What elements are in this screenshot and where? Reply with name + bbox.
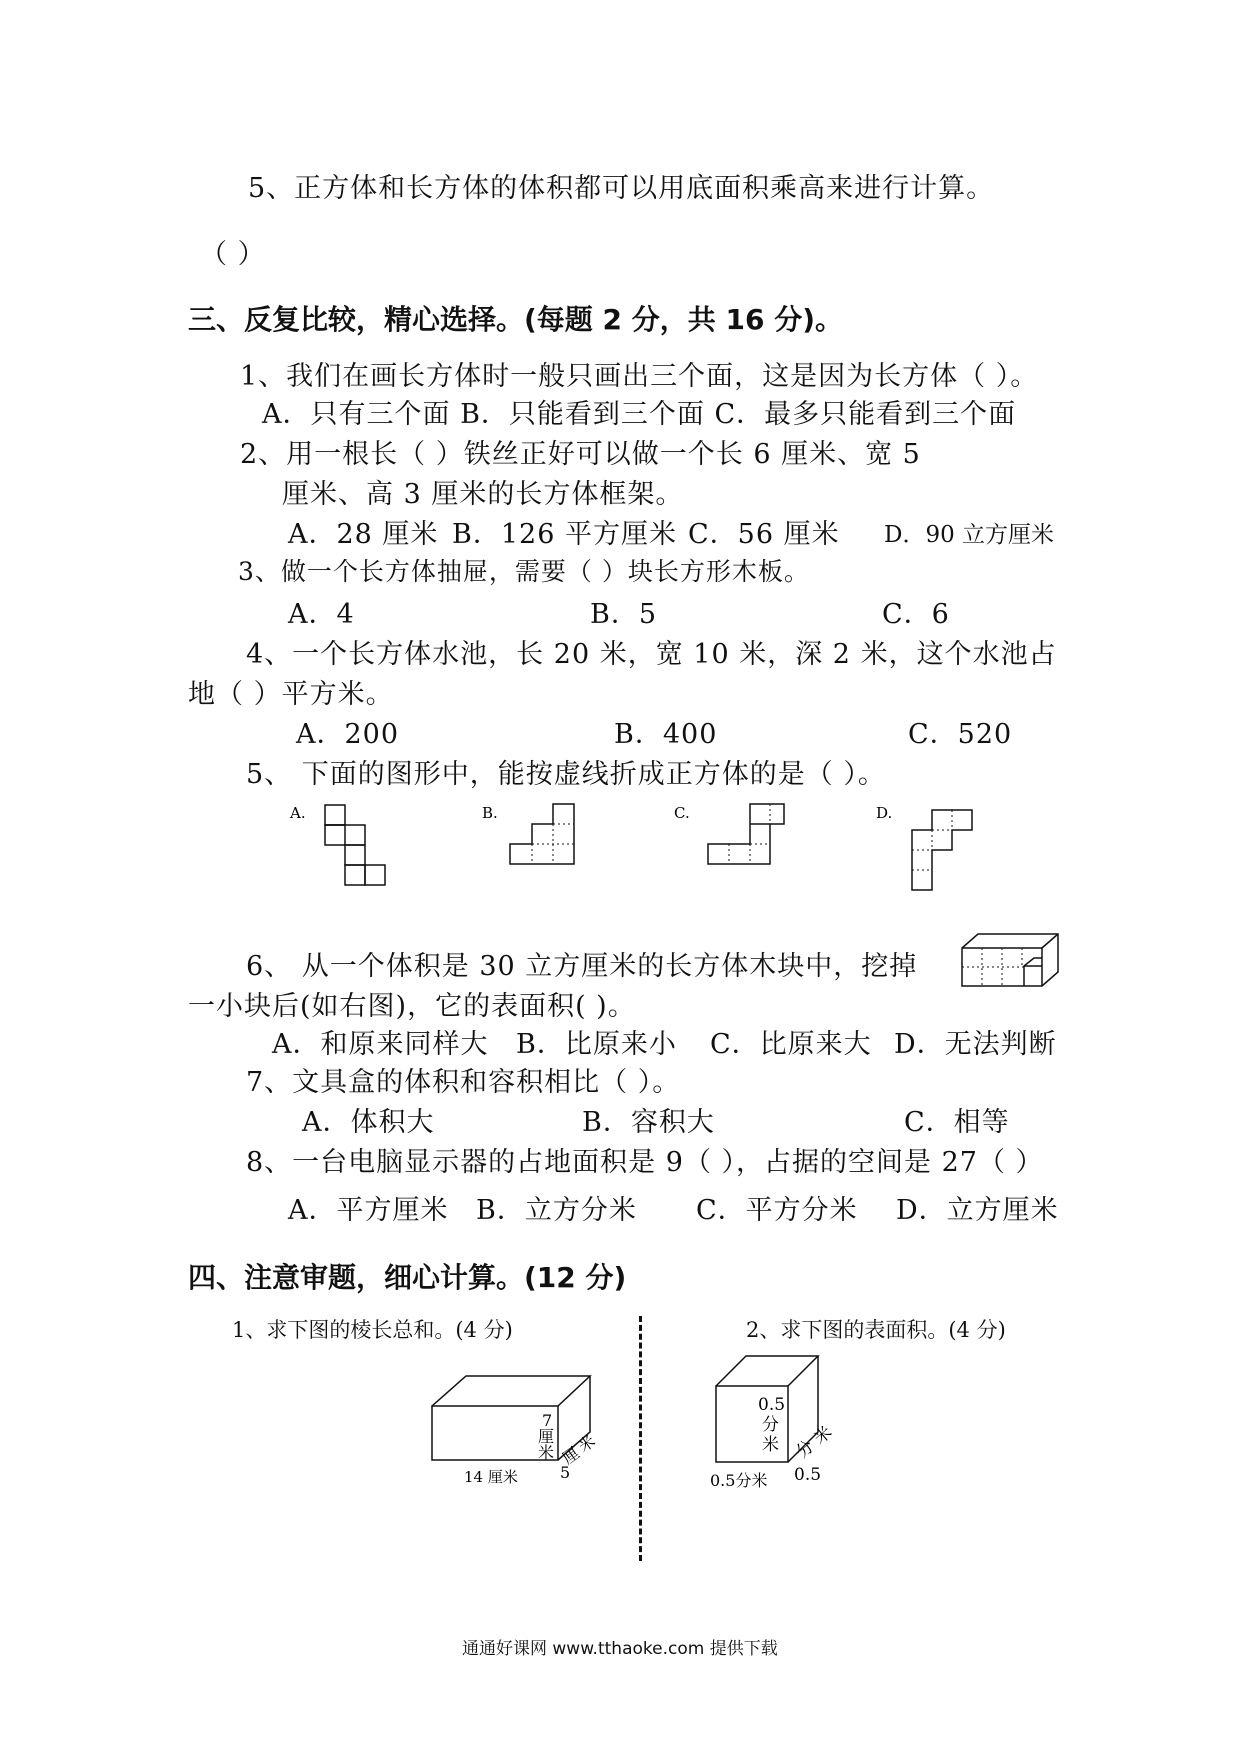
cuboid-figure [420,1370,620,1488]
cuboid-width-unit1: 厘 [558,1443,583,1468]
net-figure-c [672,800,792,880]
q3-7: 7、文具盒的体积和容积相比（ ）。 [246,1067,681,1098]
q3-2-line1: 2、用一根长（ ）铁丝正好可以做一个长 6 厘米、宽 5 [240,439,921,470]
cube-height-num: 0.5 [758,1395,786,1415]
q3-4-line2: 地（ ）平方米。 [188,679,394,710]
q3-8-option-d: D．立方厘米 [896,1195,1059,1226]
q3-2-option-d: D．90 立方厘米 [884,522,1055,548]
q3-6-option-c: C．比原来大 [710,1029,872,1060]
cube-width-unit1: 分 [792,1436,819,1463]
net-label-a: A. [290,804,306,822]
q3-4-option-c: C．520 [908,719,1013,750]
q3-8-option-c: C．平方分米 [696,1195,858,1226]
q3-8: 8、一台电脑显示器的占地面积是 9（ ），占据的空间是 27（ ） [246,1147,1044,1178]
q3-3-option-a: A．4 [288,599,355,630]
q3-6-line2: 一小块后(如右图)，它的表面积( )。 [188,991,636,1022]
q3-7-option-a: A．体积大 [302,1107,435,1138]
q3-2-line2: 厘米、高 3 厘米的长方体框架。 [282,479,684,510]
q3-3-option-c: C．6 [882,599,950,630]
cube-length-label: 0.5分米 [710,1471,768,1490]
net-label-c: C. [674,804,690,822]
sec2-q5-blank: （ ） [200,239,266,270]
net-figure-a [288,800,398,896]
cuboid-width-num: 5 [560,1463,571,1482]
q3-2-option-c: C．56 厘米 [688,519,840,550]
q3-8-option-a: A．平方厘米 [288,1195,449,1226]
sec2-q5: 5、正方体和长方体的体积都可以用底面积乘高来进行计算。 [248,173,995,204]
q3-4-option-a: A．200 [296,719,400,750]
cube-width-unit2: 米 [810,1422,837,1449]
cuboid-height-num: 7 [542,1411,553,1430]
q3-7-option-c: C．相等 [904,1107,1010,1138]
footer-text: 通通好课网 www.tthaoke.com 提供下载 [462,1639,778,1659]
q3-6-line1: 6、 从一个体积是 30 立方厘米的长方体木块中，挖掉 [246,951,918,982]
net-label-b: B. [482,804,498,822]
q3-6-option-a: A．和原来同样大 [272,1029,489,1060]
net-label-d: D. [876,804,893,822]
cuboid-height-unit2: 米 [538,1443,555,1462]
carved-block-figure [958,928,1060,992]
cube-width-num: 0.5 [794,1465,822,1485]
q3-6-option-b: B．比原来小 [516,1029,677,1060]
q3-1-options: A．只有三个面 B．只能看到三个面 C．最多只能看到三个面 [262,399,1017,430]
q3-3-option-b: B．5 [590,599,658,630]
cube-figure [706,1350,856,1490]
cube-height-unit2: 米 [762,1435,779,1455]
section-3-title: 三、反复比较，精心选择。(每题 2 分，共 16 分)。 [188,303,844,336]
q3-2-option-a: A．28 厘米 [288,519,439,550]
net-figure-b [480,800,590,880]
q3-1: 1、我们在画长方体时一般只画出三个面，这是因为长方体（ ）。 [240,361,1039,392]
q3-2-option-b: B．126 平方厘米 [452,519,677,550]
q4-1: 1、求下图的棱长总和。(4 分) [232,1318,513,1342]
net-figure-d [874,800,984,896]
q4-2: 2、求下图的表面积。(4 分) [746,1318,1006,1342]
q3-7-option-b: B．容积大 [582,1107,715,1138]
q3-6-option-d: D．无法判断 [894,1029,1057,1060]
cube-height-unit1: 分 [762,1415,779,1435]
column-divider [639,1316,642,1561]
q3-4-line1: 4、一个长方体水池，长 20 米，宽 10 米，深 2 米，这个水池占 [246,639,1057,670]
q3-3: 3、做一个长方体抽屉，需要（ ）块长方形木板。 [238,557,810,586]
q3-4-option-b: B．400 [614,719,718,750]
section-4-title: 四、注意审题，细心计算。(12 分) [188,1261,627,1294]
cuboid-length-label: 14 厘米 [464,1468,518,1486]
cuboid-height-unit1: 厘 [538,1427,555,1446]
q3-8-option-b: B．立方分米 [476,1195,637,1226]
q3-5: 5、 下面的图形中，能按虚线折成正方体的是（ ）。 [246,759,886,790]
cuboid-width-unit2: 米 [574,1431,599,1456]
